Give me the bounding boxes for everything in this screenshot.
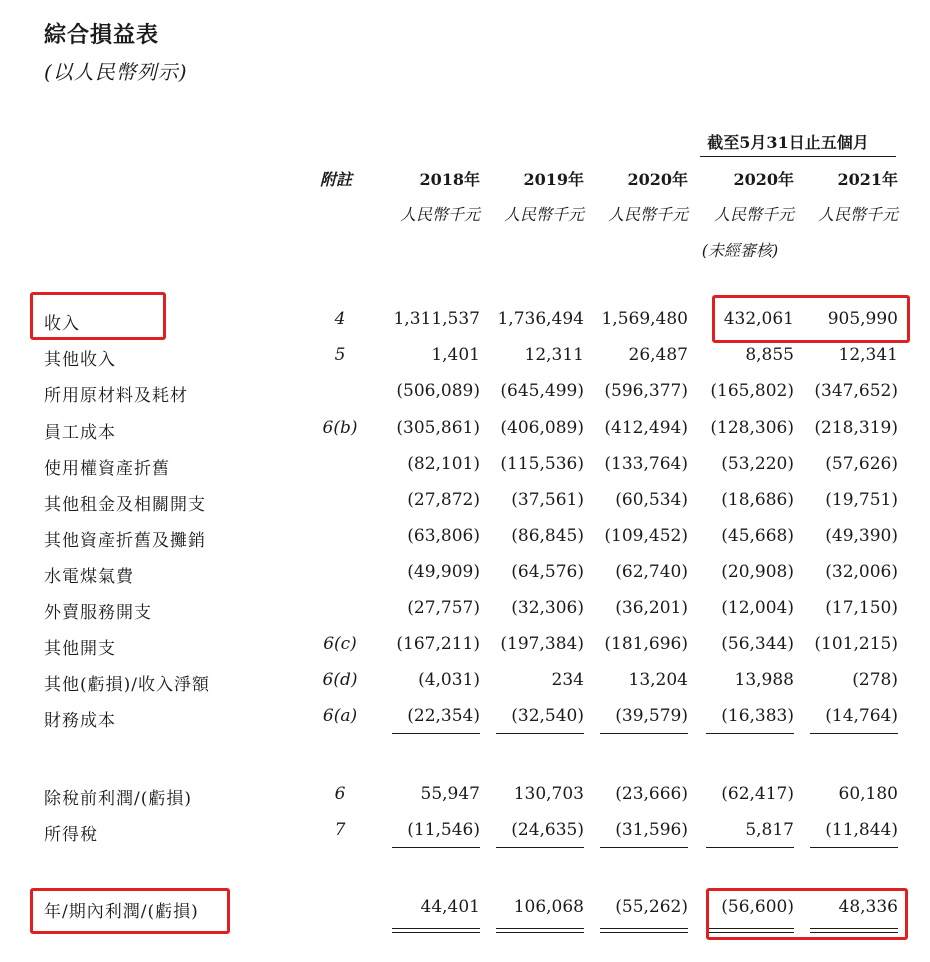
row-note: 5 <box>334 345 346 365</box>
row-note: 6(b) <box>322 418 358 438</box>
row-value: 12,341 <box>838 345 898 365</box>
row-value: (412,494) <box>604 418 688 438</box>
row-value: (56,344) <box>721 634 794 654</box>
table-row <box>0 777 930 813</box>
row-value: (36,201) <box>615 598 688 618</box>
col-unit-2019: 人民幣千元 <box>503 205 584 224</box>
row-value: (27,757) <box>407 598 480 618</box>
row-value: (56,600) <box>721 897 794 917</box>
highlight-revenue-values <box>712 295 910 343</box>
row-value: 55,947 <box>420 784 480 804</box>
highlight-net-profit-label <box>30 888 230 934</box>
row-label: 其他(虧損)/收入淨額 <box>44 675 210 695</box>
total-rule-2020 <box>600 928 688 933</box>
row-value: (16,383) <box>721 706 794 726</box>
table-row <box>0 663 930 699</box>
table-row <box>0 591 930 627</box>
table-row <box>0 555 930 591</box>
subtotal-rule-2018 <box>392 733 480 734</box>
row-label: 除稅前利潤/(虧損) <box>44 789 192 809</box>
period-group-header: 截至5月31日止五個月 <box>707 133 869 152</box>
row-value: (24,635) <box>511 820 584 840</box>
col-year-2020: 2020年 <box>627 170 688 189</box>
row-value: (32,540) <box>511 706 584 726</box>
row-value: (115,536) <box>500 454 584 474</box>
row-label: 其他開支 <box>44 639 116 659</box>
row-note: 6(a) <box>322 706 358 726</box>
table-row <box>0 699 930 735</box>
row-value: (53,220) <box>721 454 794 474</box>
row-label: 所得稅 <box>44 825 98 845</box>
row-note: 4 <box>334 309 346 329</box>
row-value: (278) <box>852 670 898 690</box>
row-value: (506,089) <box>396 381 480 401</box>
row-value: (596,377) <box>604 381 688 401</box>
subtotal-rule-2021-5m <box>810 733 898 734</box>
row-value: (64,576) <box>511 562 584 582</box>
row-value: (181,696) <box>604 634 688 654</box>
row-value: (39,579) <box>615 706 688 726</box>
row-label: 其他資產折舊及攤銷 <box>44 531 206 551</box>
row-value: (32,306) <box>511 598 584 618</box>
row-value: (406,089) <box>500 418 584 438</box>
row-value: (18,686) <box>721 490 794 510</box>
table-row <box>0 411 930 447</box>
row-value: (49,390) <box>825 526 898 546</box>
row-value: (37,561) <box>511 490 584 510</box>
col-year-2018: 2018年 <box>419 170 480 189</box>
col-unit-2021-5m: 人民幣千元 <box>817 205 898 224</box>
row-value: (82,101) <box>407 454 480 474</box>
row-value: (305,861) <box>396 418 480 438</box>
subtotal-rule-2020-5m <box>706 733 794 734</box>
row-note: 6 <box>334 784 346 804</box>
row-value: 26,487 <box>628 345 688 365</box>
row-value: (57,626) <box>825 454 898 474</box>
row-value: 234 <box>551 670 584 690</box>
row-value: (167,211) <box>396 634 480 654</box>
row-value: (197,384) <box>500 634 584 654</box>
row-value: (11,844) <box>825 820 898 840</box>
row-label: 年/期內利潤/(虧損) <box>44 902 199 922</box>
row-label: 其他租金及相關開支 <box>44 495 206 515</box>
row-value: (133,764) <box>604 454 688 474</box>
row-value: 8,855 <box>745 345 794 365</box>
tax-rule-2019 <box>496 847 584 848</box>
row-value: 130,703 <box>513 784 584 804</box>
row-value: (101,215) <box>814 634 898 654</box>
row-value: (86,845) <box>511 526 584 546</box>
row-value: (11,546) <box>407 820 480 840</box>
table-row <box>0 338 930 374</box>
row-value: (32,006) <box>825 562 898 582</box>
row-note: 6(c) <box>323 634 357 654</box>
row-value: (19,751) <box>825 490 898 510</box>
row-value: (14,764) <box>825 706 898 726</box>
subtotal-rule-2020 <box>600 733 688 734</box>
unaudited-label: (未經審核) <box>701 241 779 260</box>
row-value: 1,736,494 <box>497 309 584 329</box>
row-label: 其他收入 <box>44 350 116 370</box>
row-value: (20,908) <box>721 562 794 582</box>
col-unit-2018: 人民幣千元 <box>399 205 480 224</box>
note-column-header: 附註 <box>319 170 352 189</box>
row-value: 1,569,480 <box>601 309 688 329</box>
highlight-revenue-label <box>30 292 166 340</box>
table-row <box>0 627 930 663</box>
row-label: 員工成本 <box>44 423 116 443</box>
table-row <box>0 447 930 483</box>
table-row <box>0 374 930 410</box>
row-label: 收入 <box>44 314 80 334</box>
row-value: 60,180 <box>838 784 898 804</box>
row-value: 5,817 <box>745 820 794 840</box>
row-value: (12,004) <box>721 598 794 618</box>
row-note: 7 <box>334 820 346 840</box>
row-value: (45,668) <box>721 526 794 546</box>
row-value: (55,262) <box>615 897 688 917</box>
row-value: (62,417) <box>721 784 794 804</box>
table-row <box>0 483 930 519</box>
row-value: (27,872) <box>407 490 480 510</box>
subtotal-rule-2019 <box>496 733 584 734</box>
currency-subtitle: (以人民幣列示) <box>44 60 188 84</box>
row-value: (63,806) <box>407 526 480 546</box>
row-value: 13,204 <box>628 670 688 690</box>
row-label: 水電煤氣費 <box>44 567 134 587</box>
row-value: 1,311,537 <box>393 309 480 329</box>
row-value: (645,499) <box>500 381 584 401</box>
row-value: (49,909) <box>407 562 480 582</box>
col-unit-2020: 人民幣千元 <box>607 205 688 224</box>
row-label: 財務成本 <box>44 711 116 731</box>
row-value: (4,031) <box>418 670 480 690</box>
row-value: 12,311 <box>524 345 584 365</box>
row-value: (23,666) <box>615 784 688 804</box>
table-row <box>0 813 930 849</box>
row-label: 使用權資產折舊 <box>44 459 170 479</box>
row-note: 6(d) <box>322 670 358 690</box>
row-value: 106,068 <box>513 897 584 917</box>
row-value: 48,336 <box>838 897 898 917</box>
row-label: 所用原材料及耗材 <box>44 386 188 406</box>
row-value: (347,652) <box>814 381 898 401</box>
row-value: (22,354) <box>407 706 480 726</box>
row-value: 905,990 <box>827 309 898 329</box>
col-unit-2020-5m: 人民幣千元 <box>713 205 794 224</box>
col-year-2019: 2019年 <box>523 170 584 189</box>
highlight-net-profit-values <box>706 888 908 940</box>
table-row <box>0 519 930 555</box>
row-label: 外賣服務開支 <box>44 603 152 623</box>
period-group-underline <box>700 156 896 157</box>
row-value: (62,740) <box>615 562 688 582</box>
col-year-2020-5m: 2020年 <box>733 170 794 189</box>
row-value: (60,534) <box>615 490 688 510</box>
row-value: (17,150) <box>825 598 898 618</box>
row-value: (218,319) <box>814 418 898 438</box>
row-value: 432,061 <box>723 309 794 329</box>
tax-rule-2018 <box>392 847 480 848</box>
statement-title: 綜合損益表 <box>44 23 160 48</box>
tax-rule-2020 <box>600 847 688 848</box>
tax-rule-2021-5m <box>810 847 898 848</box>
row-value: (165,802) <box>710 381 794 401</box>
row-value: 44,401 <box>420 897 480 917</box>
total-rule-2018 <box>392 928 480 933</box>
tax-rule-2020-5m <box>706 847 794 848</box>
col-year-2021-5m: 2021年 <box>837 170 898 189</box>
row-value: (31,596) <box>615 820 688 840</box>
total-rule-2019 <box>496 928 584 933</box>
row-value: (128,306) <box>710 418 794 438</box>
row-value: (109,452) <box>604 526 688 546</box>
row-value: 13,988 <box>734 670 794 690</box>
row-value: 1,401 <box>431 345 480 365</box>
